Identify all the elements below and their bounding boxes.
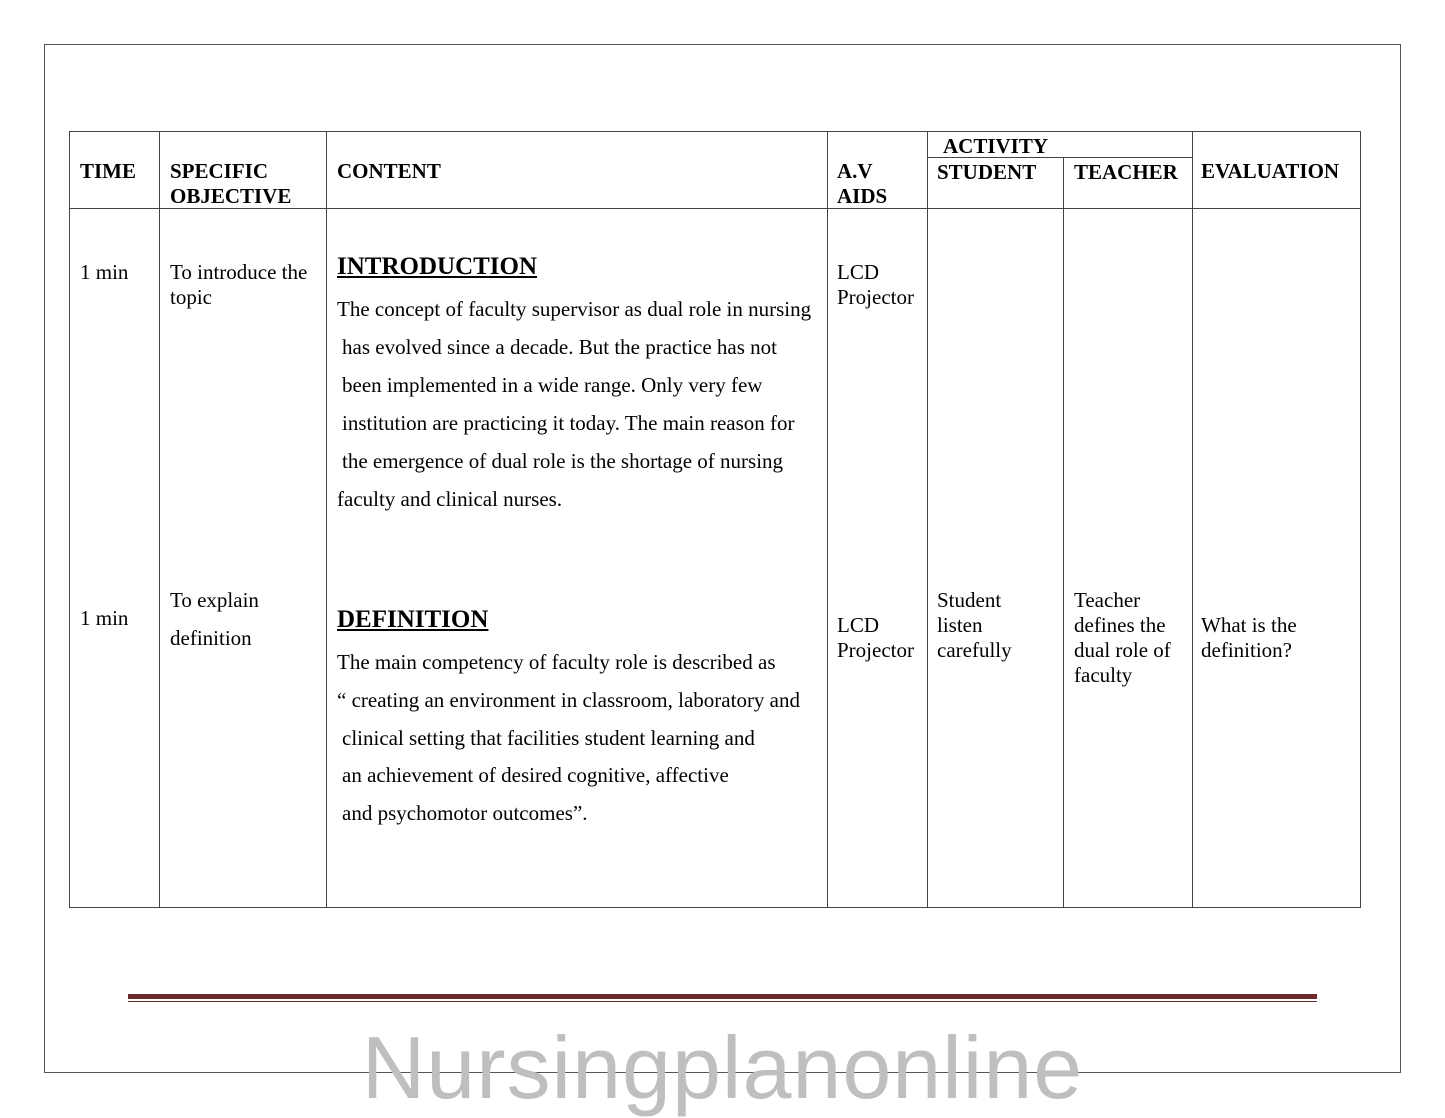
row1-content-line: The concept of faculty supervisor as dual role in nursing <box>337 297 812 321</box>
row2-teacher-line1: Teacher <box>1074 588 1141 612</box>
row1-content-line: faculty and clinical nurses. <box>337 487 563 511</box>
row1-content-line: been implemented in a wide range. Only very few <box>342 373 763 397</box>
row2-av-line1: LCD <box>837 613 879 637</box>
row1-objective-line2: topic <box>170 285 212 309</box>
header-evaluation: EVALUATION <box>1201 159 1340 183</box>
row2-teacher-line2: defines the <box>1074 613 1166 637</box>
col-line-2 <box>326 131 327 908</box>
col-line-1 <box>159 131 160 908</box>
col-line-4 <box>927 131 928 908</box>
row1-objective-line1: To introduce the <box>170 260 308 284</box>
col-line-6 <box>1192 131 1193 908</box>
row2-teacher-line4: faculty <box>1074 663 1133 687</box>
row2-time: 1 min <box>80 606 129 630</box>
header-activity: ACTIVITY <box>943 134 1049 158</box>
footer-rule-thin <box>128 1001 1317 1002</box>
row1-content-line: the emergence of dual role is the shortage of nursing <box>342 449 784 473</box>
header-student: STUDENT <box>937 160 1037 184</box>
lesson-plan-table <box>69 131 1361 908</box>
header-av-line1: A.V <box>837 159 873 183</box>
row2-content-line: clinical setting that facilities student learning and <box>342 726 755 750</box>
row2-teacher-line3: dual role of <box>1074 638 1171 662</box>
row2-content-line: an achievement of desired cognitive, affective <box>342 763 729 787</box>
row2-objective-line1: To explain <box>170 588 259 612</box>
row2-student-line3: carefully <box>937 638 1012 662</box>
row2-student-line1: Student <box>937 588 1002 612</box>
header-content: CONTENT <box>337 159 441 183</box>
col-line-3 <box>827 131 828 908</box>
row1-av-line2: Projector <box>837 285 914 309</box>
row1-time: 1 min <box>80 260 129 284</box>
header-objective-line1: SPECIFIC <box>170 159 269 183</box>
row2-evaluation-line1: What is the <box>1201 613 1297 637</box>
row2-av-line2: Projector <box>837 638 914 662</box>
footer-rule <box>128 994 1317 999</box>
watermark-logo-text: Nursingplanonline <box>361 1018 1084 1117</box>
row2-student-line2: listen <box>937 613 983 637</box>
row2-evaluation-line2: definition? <box>1201 638 1292 662</box>
row2-content-heading: DEFINITION <box>337 606 489 633</box>
header-av-line2: AIDS <box>837 184 888 208</box>
row1-content-line: institution are practicing it today. The main reason for <box>342 411 795 435</box>
row1-content-line: has evolved since a decade. But the practice has not <box>342 335 777 359</box>
header-objective-line2: OBJECTIVE <box>170 184 292 208</box>
row2-objective-line2: definition <box>170 626 252 650</box>
row1-av-line1: LCD <box>837 260 879 284</box>
row1-content-heading: INTRODUCTION <box>337 253 538 280</box>
header-time: TIME <box>80 159 137 183</box>
row2-content-line: and psychomotor outcomes”. <box>342 801 588 825</box>
col-line-5 <box>1063 157 1064 908</box>
header-teacher: TEACHER <box>1074 160 1178 184</box>
row2-content-line: “ creating an environment in classroom, laboratory and <box>337 688 801 712</box>
row2-content-line: The main competency of faculty role is described as <box>337 650 776 674</box>
